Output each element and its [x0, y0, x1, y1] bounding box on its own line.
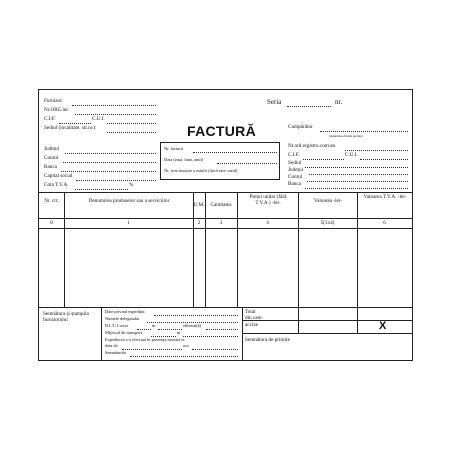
col-divider	[64, 192, 65, 307]
col-divider	[237, 192, 238, 307]
nr-label: nr.	[335, 98, 343, 106]
expedition-date-label: data de	[105, 343, 118, 348]
col-index: 1	[127, 220, 130, 226]
col-divider	[298, 192, 299, 307]
col-divider	[193, 192, 194, 307]
transport-label: Mijlocul de transport	[105, 330, 143, 335]
invoice-form	[38, 89, 413, 361]
invoice-number-line[interactable]	[193, 152, 277, 153]
banca-line[interactable]	[61, 171, 156, 172]
invoice-date-line[interactable]	[217, 163, 277, 164]
buyer-nr-ord-label: Nr.ord.registru.com/an	[288, 143, 336, 149]
banca-label: Banca	[44, 164, 57, 170]
header-valoarea: Valoarea -lei-	[313, 198, 343, 204]
invoice-title: FACTURĂ	[187, 123, 256, 139]
col-divider	[205, 192, 206, 307]
capital-social-label: Capital social	[44, 173, 73, 179]
aviz-label: Nr. aviz însoțire a mărfii (dacă este cazul)	[164, 168, 238, 173]
header-cantitatea: Cantitatea	[210, 202, 232, 208]
cif-label: C.I.F.	[44, 116, 56, 122]
expedition-presence-label: Expedierea s-a efectuat în prezența noastră la	[105, 337, 185, 342]
buyer-cui-label: C.U.I.	[345, 152, 358, 158]
footer-divider	[101, 307, 102, 360]
signatures-label: Semnăturile	[105, 350, 127, 355]
bi-ci-label: B.I./C.I seria	[105, 323, 128, 328]
expedition-date-line[interactable]	[122, 349, 182, 350]
buyer-name-note: (denumirea firmei produs)	[329, 134, 363, 138]
bi-ci-nr-label: nr	[152, 323, 156, 328]
buyer-contul-line[interactable]	[307, 181, 408, 182]
buyer-sediul-label: Sediul	[288, 160, 302, 166]
eliberat-label: eliberat(ă)	[183, 323, 202, 328]
contul-label: Contul	[44, 155, 59, 161]
buyer-banca-line[interactable]	[305, 188, 408, 189]
header-nr-crt: Nr. crt.	[44, 198, 59, 204]
cui-line[interactable]	[107, 123, 156, 124]
invoice-date-label: Data (ziua, luna, anul)	[164, 157, 204, 162]
transport-nr-label: nr	[177, 330, 181, 335]
col-index: 2	[197, 220, 201, 226]
cui-label: C.U.I.	[92, 116, 105, 122]
invoice-info-box	[160, 142, 280, 180]
signatures-line[interactable]	[130, 356, 238, 357]
capital-social-line[interactable]	[76, 180, 156, 181]
expedition-time-label: ora	[183, 343, 189, 348]
buyer-banca-label: Banca	[288, 181, 301, 187]
nr-orc-line[interactable]	[75, 114, 156, 115]
footer-rule	[242, 320, 412, 321]
cota-tva-label: Cota T.V.A.	[44, 182, 69, 188]
supplier-label: Furnizor:	[44, 98, 64, 104]
expedition-line[interactable]	[154, 315, 238, 316]
buyer-contul-label: Contul	[288, 174, 303, 180]
buyer-judetul-line[interactable]	[309, 174, 408, 175]
eliberat-line[interactable]	[206, 329, 238, 330]
col-index: 3	[219, 220, 223, 226]
judetul-line[interactable]	[65, 153, 156, 154]
expedition-title: Date privind expediția:	[105, 309, 146, 314]
buyer-cif-line[interactable]	[303, 159, 344, 160]
seria-line[interactable]	[287, 106, 331, 107]
delegate-name-label: Numele delegatului	[105, 316, 140, 321]
seria-label: Seria	[267, 98, 282, 106]
total-label: Total	[245, 309, 256, 315]
header-pret-unitar: Prețul unitar (fără T.V.A.) -lei-	[249, 194, 287, 207]
accize-label: accize	[245, 322, 258, 328]
buyer-sediul-line[interactable]	[305, 167, 408, 168]
x-mark: X	[379, 320, 387, 332]
buyer-judetul-label: Județul	[288, 167, 303, 173]
buyer-nr-ord-line[interactable]	[345, 150, 408, 151]
supplier-signature-label: Semnătura și ștampila furnizorului	[43, 311, 89, 324]
col-divider	[357, 192, 358, 307]
sediul-label: Sediul (localitate, str.nr.):	[44, 125, 97, 131]
buyer-cif-label: C.I.F.	[288, 152, 300, 158]
supplier-line[interactable]	[72, 105, 156, 106]
sediul-line[interactable]	[107, 132, 156, 133]
header-denumirea: Denumirea produselor sau a serviciilor	[88, 198, 170, 204]
buyer-line[interactable]	[320, 131, 408, 132]
buyer-cui-line[interactable]	[360, 159, 408, 160]
col-index: 0	[50, 220, 53, 226]
header-um: U.M.	[193, 202, 205, 208]
col-index: 6	[383, 220, 386, 226]
cif-line[interactable]	[59, 123, 91, 124]
cota-tva-line[interactable]	[75, 189, 128, 190]
header-valoarea-tva: Valoarea T.V.A. -lei-	[363, 194, 407, 200]
din-care-label: din care:	[245, 315, 264, 321]
receipt-signature-label: Semnătura de primire	[245, 337, 290, 343]
col-index: 5(3x4)	[320, 220, 335, 226]
percent-sign: %	[129, 182, 134, 188]
footer-rule	[242, 333, 412, 334]
col-index: 4	[266, 220, 269, 226]
expedition-time-line[interactable]	[192, 349, 238, 350]
buyer-label: Cumpărător	[288, 124, 313, 130]
invoice-number-label: Nr. facturii	[164, 146, 184, 151]
judetul-label: Județul	[44, 146, 59, 152]
nr-orc-label: Nr.ORC/an:	[44, 107, 69, 113]
contul-line[interactable]	[63, 162, 156, 163]
transport-nr-line[interactable]	[183, 336, 238, 337]
